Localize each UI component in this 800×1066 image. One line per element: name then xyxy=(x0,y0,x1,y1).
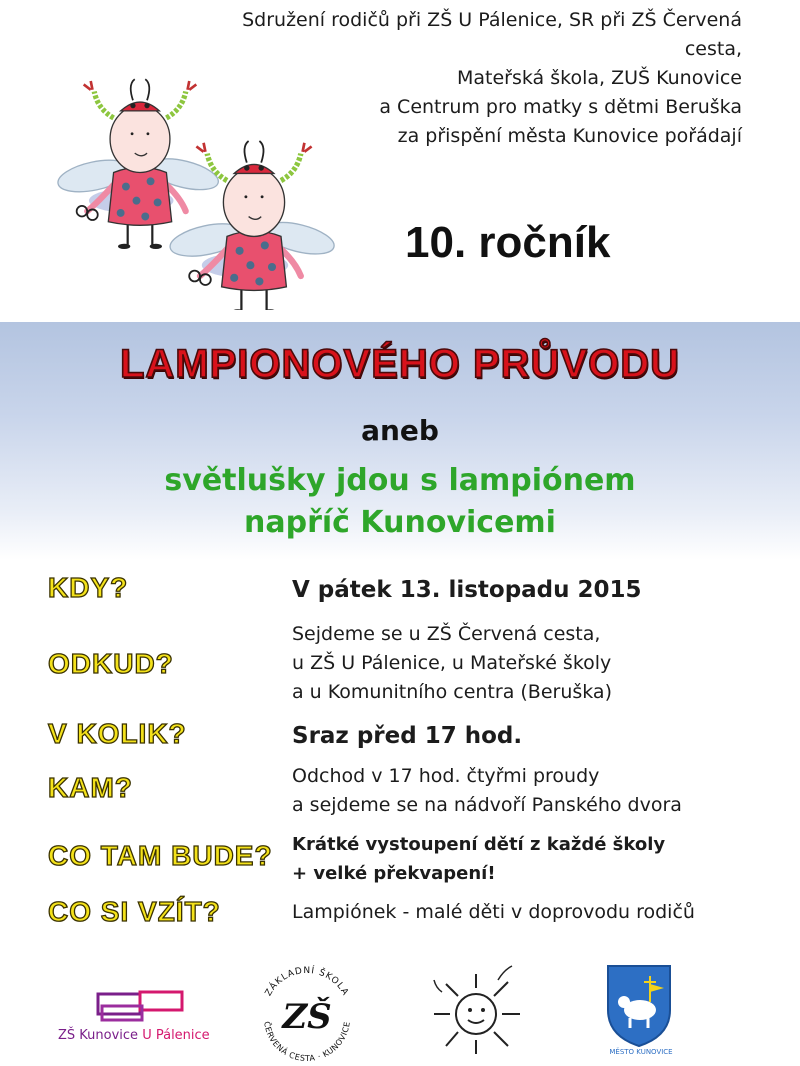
organizers-line: za přispění města Kunovice pořádají xyxy=(397,125,742,147)
label-where: KAM? xyxy=(48,772,133,803)
logo-mesto-kunovice xyxy=(604,964,678,1060)
fairy-left xyxy=(55,79,221,249)
palenice-suffix: U Pálenice xyxy=(142,1028,210,1043)
value-when: V pátek 13. listopadu 2015 xyxy=(292,577,642,603)
city-name: MĚSTO KUNOVICE xyxy=(609,1048,673,1056)
organizers-line: a Centrum pro matky s dětmi Beruška xyxy=(379,96,742,118)
palenice-mark-icon xyxy=(58,990,188,1024)
edition-label: 10. ročník xyxy=(405,218,611,267)
value-time: Sraz před 17 hod. xyxy=(292,723,523,749)
subtitle-line: světlušky jdou s lampiónem xyxy=(164,463,636,498)
event-subtitle xyxy=(0,460,800,544)
value-program xyxy=(292,830,665,888)
value-bring: Lampiónek - malé děti v doprovodu rodičů xyxy=(292,901,695,923)
palenice-logo-text xyxy=(58,1028,228,1043)
value-line: Sejdeme se u ZŠ Červená cesta, xyxy=(292,623,601,645)
svg-text:ZÁKLADNÍ ŠKOLA xyxy=(264,964,351,998)
city-crest-icon xyxy=(604,964,674,1048)
logo-zs-cervena-cesta xyxy=(252,962,362,1062)
label-bring: CO SI VZÍT? xyxy=(48,896,221,927)
organizers-line: Mateřská škola, ZUŠ Kunovice xyxy=(457,67,742,89)
organizers-line: Sdružení rodičů při ZŠ U Pálenice, SR při ZŠ Červená cesta, xyxy=(242,9,742,60)
ladybug-fairies-illustration xyxy=(22,40,352,310)
label-program: CO TAM BUDE? xyxy=(48,840,273,871)
connector-word: aneb xyxy=(361,414,439,447)
zs-mark: ZŠ xyxy=(282,997,332,1037)
subtitle-line: napříč Kunovicemi xyxy=(244,505,556,540)
value-from xyxy=(292,620,612,707)
label-from: ODKUD? xyxy=(48,648,174,679)
label-time: V KOLIK? xyxy=(48,718,187,749)
value-line: a sejdeme se na nádvoří Panského dvora xyxy=(292,794,682,816)
value-where xyxy=(292,762,682,820)
logo-sun-drawing-icon xyxy=(428,962,528,1057)
logo-zs-palenice xyxy=(58,990,228,1050)
value-line: + velké překvapení! xyxy=(292,863,496,884)
event-title: LAMPIONOVÉHO PRŮVODU xyxy=(119,342,681,386)
label-when: KDY? xyxy=(48,572,129,603)
value-line: a u Komunitního centra (Beruška) xyxy=(292,681,612,703)
value-line: Krátké vystoupení dětí z každé školy xyxy=(292,834,666,855)
zs-ring-top: ZÁKLADNÍ ŠKOLA xyxy=(263,965,351,998)
title-banner xyxy=(0,322,800,560)
zs-ring-bottom: ČERVENÁ CESTA · KUNOVICE xyxy=(262,1020,352,1062)
value-line: u ZŠ U Pálenice, u Mateřské školy xyxy=(292,652,612,674)
value-line: Odchod v 17 hod. čtyřmi proudy xyxy=(292,765,600,787)
palenice-prefix: ZŠ Kunovice xyxy=(58,1028,139,1043)
